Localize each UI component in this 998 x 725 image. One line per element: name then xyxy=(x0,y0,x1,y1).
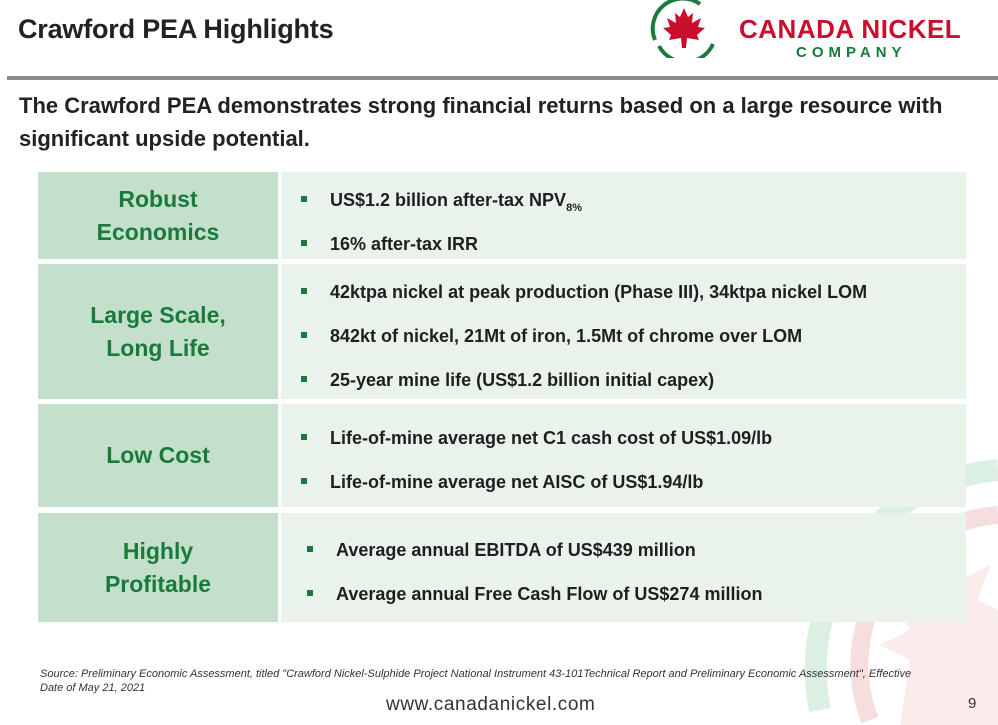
row-content-cell: 42ktpa nickel at peak production (Phase III), 34ktpa nickel LOM 842kt of nickel, 21Mt of iron, 1.5Mt of chrome over LOM 25-year mine life (US$1.2 billion initial capex) xyxy=(281,264,966,399)
square-bullet-icon xyxy=(301,288,307,294)
maple-leaf-logo-icon xyxy=(645,0,723,58)
square-bullet-icon xyxy=(301,478,307,484)
highlight-row-robust-economics xyxy=(38,172,966,259)
highlight-row-low-cost xyxy=(38,404,966,507)
row-content-cell: Life-of-mine average net C1 cash cost of US$1.09/lb Life-of-mine average net AISC of US$1.94/lb xyxy=(281,404,966,507)
square-bullet-icon xyxy=(307,590,313,596)
row-label-cell xyxy=(38,513,278,622)
header-divider xyxy=(7,76,998,80)
company-logo-name: CANADA NICKEL xyxy=(739,14,962,44)
square-bullet-icon xyxy=(301,196,307,202)
row-label: Highly Profitable xyxy=(104,537,212,597)
website-url[interactable]: www.canadanickel.com xyxy=(386,694,596,715)
row-content-cell: US$1.2 billion after-tax $NPV_{8\%}$ 16% after-tax IRR xyxy=(281,172,966,259)
row-content-cell: Average annual EBITDA of US$439 million Average annual Free Cash Flow of US$274 million xyxy=(281,513,966,622)
row-label-cell xyxy=(38,264,278,399)
row-label: Large Scale, Long Life xyxy=(90,301,226,361)
row-label: Robust Economics xyxy=(96,185,220,245)
row-label-cell xyxy=(38,172,278,259)
square-bullet-icon xyxy=(301,332,307,338)
source-footnote: Source: Preliminary Economic Assessment, titled "Crawford Nickel-Sulphide Project National Instrument 43-101Technical Report and Preliminary Economic Assessment", Effective Date of May 21, 2021 xyxy=(40,668,912,694)
square-bullet-icon xyxy=(301,376,307,382)
row-label-cell xyxy=(38,404,278,507)
slide-subtitle: The Crawford PEA demonstrates strong financial returns based on a large resource with significant upside potential. xyxy=(19,93,943,151)
page-title: Crawford PEA Highlights xyxy=(18,14,334,44)
square-bullet-icon xyxy=(301,434,307,440)
company-logo-subtitle: COMPANY xyxy=(796,44,907,61)
row-label: Low Cost xyxy=(106,442,210,468)
page-number: 9 xyxy=(968,695,977,712)
highlight-row-large-scale xyxy=(38,264,966,399)
square-bullet-icon xyxy=(301,240,307,246)
square-bullet-icon xyxy=(307,546,313,552)
highlight-row-highly-profitable xyxy=(38,513,966,622)
